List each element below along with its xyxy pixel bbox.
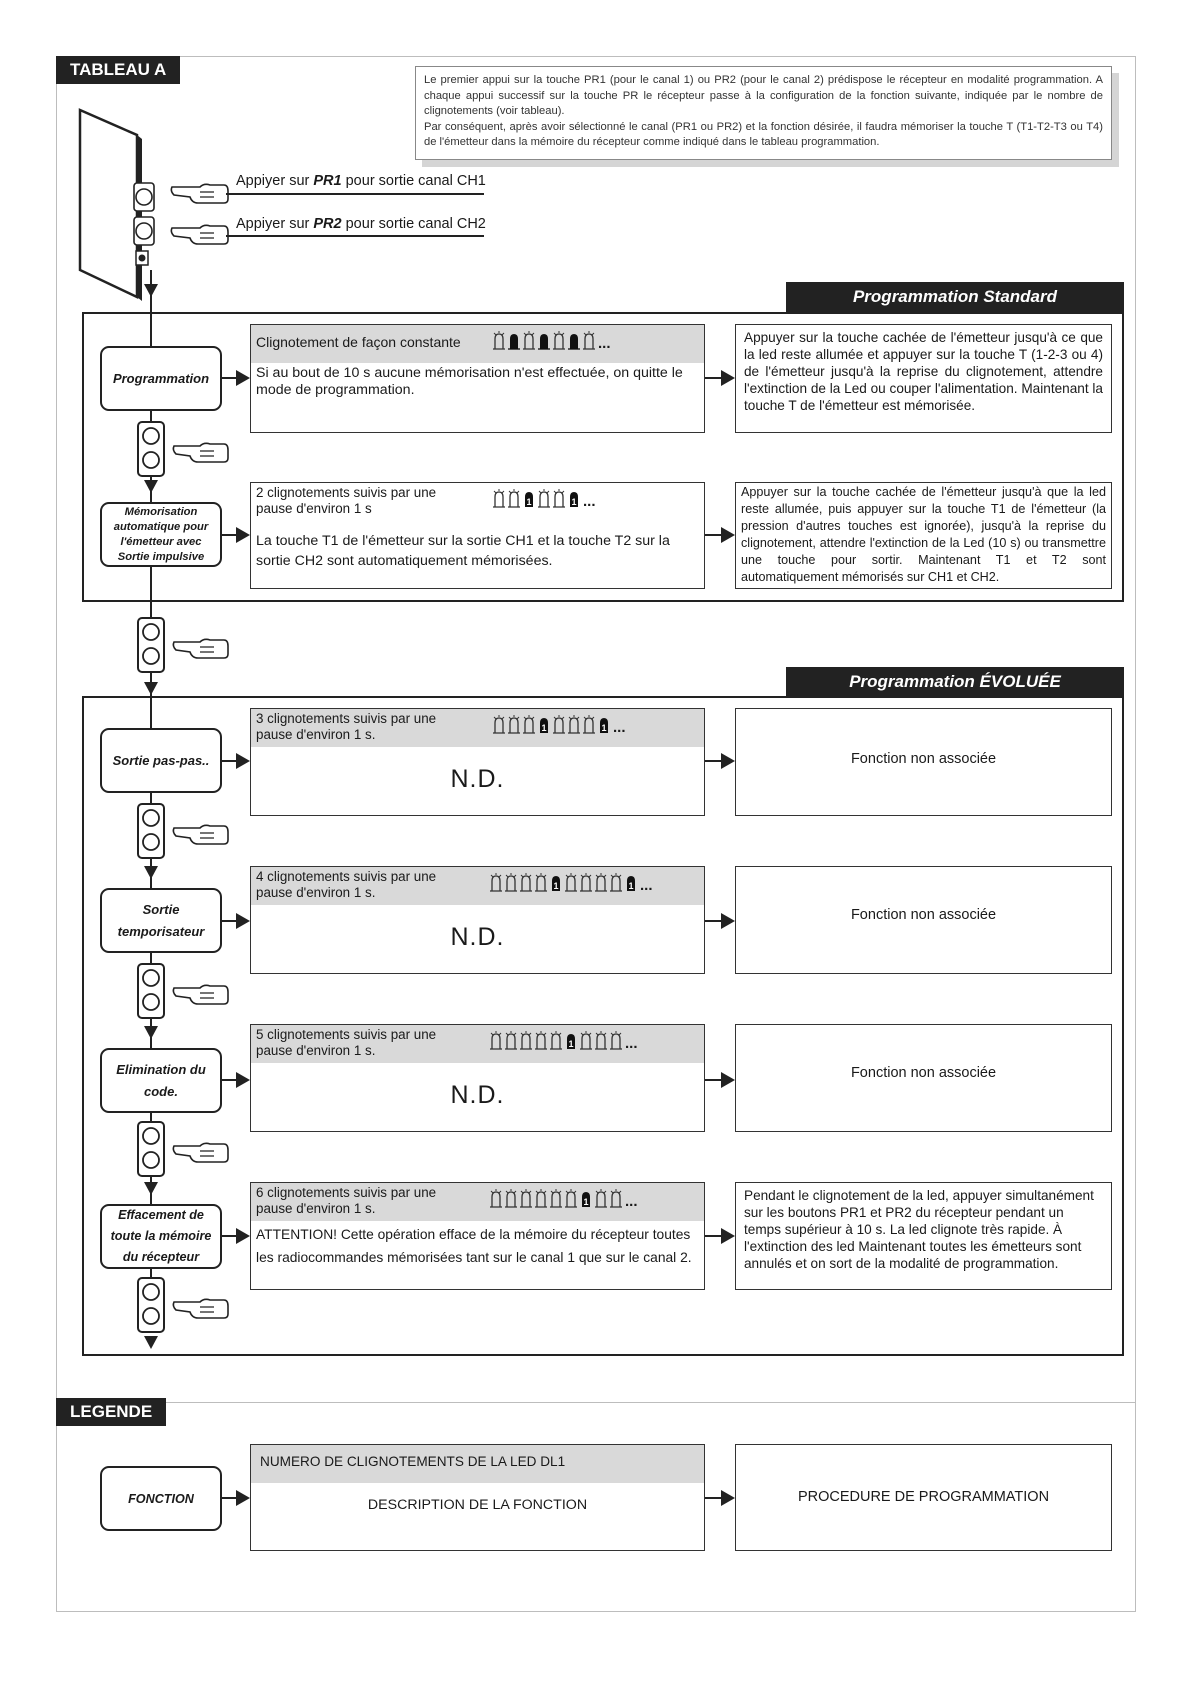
press-pr2-suffix: pour sortie canal CH2 [341, 216, 486, 232]
press-button-icon [134, 420, 234, 478]
legend-blink-text: NUMERO DE CLIGNOTEMENTS DE LA LED DL1 [251, 1445, 704, 1483]
arrow-right-icon [721, 1072, 735, 1088]
description-effacement-memoire [250, 1182, 705, 1290]
led-ellipsis: ... [583, 493, 596, 510]
led-off-icon [489, 873, 503, 893]
press-button-icon [134, 962, 234, 1020]
led-off-icon [552, 331, 566, 351]
arrow-right-icon [236, 1072, 250, 1088]
blink-text-value: 6 clignotements suivis par une pause d'environ 1 s. [256, 1185, 437, 1216]
function-effacement-memoire: Effacement de toute la mémoire du récepteur [100, 1204, 222, 1269]
led-pause-icon [579, 1189, 593, 1209]
led-off-icon [522, 715, 536, 735]
press-pr1-suffix: pour sortie canal CH1 [341, 173, 486, 189]
press-pr1-prefix: Appiyer sur [236, 173, 314, 189]
led-off-icon [522, 331, 536, 351]
led-on-icon [537, 331, 551, 351]
led-off-icon [594, 873, 608, 893]
press-button-icon [134, 1120, 234, 1178]
led-off-icon [507, 489, 521, 509]
press-pr2-key: PR2 [313, 216, 342, 232]
press-pr2-prefix: Appiyer sur [236, 216, 314, 232]
pr2-underline [226, 235, 484, 237]
led-sequence [489, 873, 653, 893]
led-sequence [492, 331, 611, 351]
led-off-icon [507, 715, 521, 735]
intro-paragraph-1: Le premier appui sur la touche PR1 (pour le canal 1) ou PR2 (pour le canal 2) prédispose le récepteur en modalité programmation. A chaque appui successif sur la touche PR le récepteur passe à la configuration de la fonction suivante, indiquée par le nombre de clignotements (voir tableau). [424, 74, 1103, 117]
blink-text: Clignotement de façon constante [251, 325, 704, 363]
description-programmation [250, 324, 705, 433]
blink-text-value: 3 clignotements suivis par une pause d'environ 1 s. [256, 711, 437, 742]
description-nd: N.D. [450, 1081, 505, 1109]
arrow-down-icon [144, 1026, 158, 1039]
description-memorisation-auto [250, 482, 705, 589]
description-text: La touche T1 de l'émetteur sur la sortie CH1 et la touche T2 sur la sortie CH2 sont automatiquement mémorisées. [256, 533, 670, 569]
legend-divider [56, 1402, 1136, 1403]
description-text: Si au bout de 10 s aucune mémorisation n'est effectuée, on quitte le mode de programmation. [256, 365, 683, 398]
procedure-effacement-memoire: Pendant le clignotement de la led, appuyer simultanément sur les boutons PR1 et PR2 du récepteur pendant un temps supérieur à 10 s. La led clignote très rapide. À l'extinction des led Maintenant toutes les émetteurs sont annulés et on sort de la modalité de programmation. [735, 1182, 1112, 1290]
connector [705, 920, 721, 922]
led-pause-icon [549, 873, 563, 893]
description-nd: N.D. [450, 765, 505, 793]
led-off-icon [609, 1189, 623, 1209]
description-nd: N.D. [450, 923, 505, 951]
led-sequence [489, 1189, 638, 1209]
connector [705, 1079, 721, 1081]
intro-paragraph-2: Par conséquent, après avoir sélectionné le canal (PR1 ou PR2) et la fonction désirée, il faudra mémoriser la touche T (T1-T2-T3 ou T4) de l'émetteur dans la mémoire du récepteur comme indiqué dans le tableau programmation. [424, 120, 1103, 148]
connector [222, 920, 236, 922]
arrow-right-icon [236, 527, 250, 543]
led-off-icon [552, 489, 566, 509]
function-sortie-temporisateur: Sortie temporisateur [100, 888, 222, 953]
press-pr1-label [236, 173, 486, 189]
connector [705, 534, 721, 536]
led-ellipsis: ... [625, 1035, 638, 1052]
press-pr2-label [236, 216, 486, 232]
led-pause-label: 1 [553, 881, 559, 891]
arrow-right-icon [236, 1490, 250, 1506]
arrow-down-icon [144, 866, 158, 879]
led-off-icon [609, 873, 623, 893]
arrow-down-icon [144, 1182, 158, 1195]
procedure-elimination-code: Fonction non associée [735, 1024, 1112, 1132]
connector [705, 1497, 721, 1499]
section-standard-title: Programmation Standard [786, 282, 1124, 312]
description-sortie-temporisateur [250, 866, 705, 974]
function-memorisation-auto: Mémorisation automatique pour l'émetteur avec Sortie impulsive [100, 502, 222, 567]
led-off-icon [579, 1031, 593, 1051]
legend-description-text: DESCRIPTION DE LA FONCTION [367, 1497, 588, 1513]
legend-function: FONCTION [100, 1466, 222, 1531]
legend-description [250, 1444, 705, 1551]
arrow-right-icon [721, 527, 735, 543]
led-pause-icon [522, 489, 536, 509]
led-pause-label: 1 [571, 497, 577, 507]
arrow-right-icon [721, 913, 735, 929]
tableau-tag: TABLEAU A [56, 56, 180, 84]
led-off-icon [519, 873, 533, 893]
led-off-icon [579, 873, 593, 893]
connector [705, 760, 721, 762]
led-off-icon [609, 1031, 623, 1051]
led-sequence [489, 1031, 638, 1051]
led-off-icon [564, 873, 578, 893]
led-pause-icon [597, 715, 611, 735]
led-off-icon [594, 1031, 608, 1051]
function-programmation: Programmation [100, 346, 222, 411]
led-off-icon [534, 873, 548, 893]
arrow-right-icon [236, 1228, 250, 1244]
led-off-icon [594, 1189, 608, 1209]
led-off-icon [534, 1031, 548, 1051]
connector [705, 1235, 721, 1237]
led-ellipsis: ... [640, 877, 653, 894]
press-pr1-key: PR1 [313, 173, 342, 189]
pr1-underline [226, 193, 484, 195]
led-on-icon [567, 331, 581, 351]
led-off-icon [504, 1031, 518, 1051]
led-pause-icon [624, 873, 638, 893]
arrow-right-icon [721, 370, 735, 386]
hand-pr2-icon [170, 218, 230, 246]
led-off-icon [534, 1189, 548, 1209]
led-off-icon [504, 873, 518, 893]
led-off-icon [549, 1031, 563, 1051]
led-off-icon [492, 489, 506, 509]
arrow-right-icon [236, 753, 250, 769]
led-off-icon [564, 1189, 578, 1209]
led-off-icon [492, 331, 506, 351]
led-ellipsis: ... [625, 1193, 638, 1210]
press-button-icon [134, 802, 234, 860]
function-sortie-pas-pas: Sortie pas-pas.. [100, 728, 222, 793]
procedure-sortie-temporisateur: Fonction non associée [735, 866, 1112, 974]
led-off-icon [519, 1189, 533, 1209]
section-evoluee-title: Programmation ÉVOLUÉE [786, 667, 1124, 697]
arrow-right-icon [721, 753, 735, 769]
led-off-icon [549, 1189, 563, 1209]
blink-text-value: 4 clignotements suivis par une pause d'environ 1 s. [256, 869, 437, 900]
led-sequence [492, 489, 596, 509]
connector [222, 1235, 236, 1237]
led-off-icon [552, 715, 566, 735]
arrow-right-icon [236, 913, 250, 929]
legend-procedure: PROCEDURE DE PROGRAMMATION [735, 1444, 1112, 1551]
intro-box [415, 66, 1112, 160]
arrow-right-icon [721, 1490, 735, 1506]
arrow-down-icon [144, 284, 158, 297]
description-text: ATTENTION! Cette opération efface de la mémoire du récepteur toutes les radiocommandes mémorisées tant sur le canal 1 que sur le canal 2. [256, 1227, 692, 1265]
press-button-icon [134, 616, 234, 674]
led-pause-label: 1 [601, 723, 607, 733]
arrow-down-icon [144, 1336, 158, 1349]
blink-text: 2 clignotements suivis par une pause d'environ 1 s [256, 485, 437, 516]
led-pause-icon [537, 715, 551, 735]
arrow-down-icon [144, 480, 158, 493]
connector [222, 534, 236, 536]
led-pause-label: 1 [526, 497, 532, 507]
led-pause-label: 1 [583, 1197, 589, 1207]
function-elimination-code: Elimination du code. [100, 1048, 222, 1113]
led-pause-label: 1 [568, 1039, 574, 1049]
led-off-icon [519, 1031, 533, 1051]
led-off-icon [489, 1031, 503, 1051]
procedure-sortie-pas-pas: Fonction non associée [735, 708, 1112, 816]
led-off-icon [582, 715, 596, 735]
led-off-icon [567, 715, 581, 735]
led-pause-label: 1 [541, 723, 547, 733]
led-off-icon [489, 1189, 503, 1209]
press-button-icon [134, 1276, 234, 1334]
blink-text [251, 709, 704, 747]
led-pause-icon [564, 1031, 578, 1051]
led-on-icon [507, 331, 521, 351]
led-pause-icon [567, 489, 581, 509]
hand-pr1-icon [170, 177, 230, 205]
led-pause-label: 1 [628, 881, 634, 891]
procedure-memorisation-auto: Appuyer sur la touche cachée de l'émetteur jusqu'à que la led reste allumée, puis appuyer sur la touche T1 de l'émetteur (la pression d'autres touches est ignorée), jusqu'à la reprise du clignotement, attendre l'extinction de la Led (10 s) ou transmettre une touche pour sortir. Maintenant T1 et T2 sont automatiquement mémorisés sur CH1 et CH2. [735, 482, 1112, 589]
led-ellipsis: ... [598, 335, 611, 352]
led-off-icon [504, 1189, 518, 1209]
connector [222, 760, 236, 762]
arrow-right-icon [721, 1228, 735, 1244]
led-ellipsis: ... [613, 719, 626, 736]
led-off-icon [582, 331, 596, 351]
connector [705, 377, 721, 379]
procedure-programmation: Appuyer sur la touche cachée de l'émetteur jusqu'à ce que la led reste allumée et appuyer sur la touche T (1-2-3 ou 4) de l'émetteur jusqu'à la reprise du clignotement, attendre l'extinction de la Led ou couper l'alimentation. Maintenant la touche T de l'émetteur est mémorisée. [735, 324, 1112, 433]
led-off-icon [492, 715, 506, 735]
led-off-icon [537, 489, 551, 509]
legend-tag: LEGENDE [56, 1398, 166, 1426]
connector [222, 377, 236, 379]
description-elimination-code [250, 1024, 705, 1132]
connector [222, 1497, 236, 1499]
receiver-board-icon [72, 105, 162, 305]
arrow-right-icon [236, 370, 250, 386]
arrow-down-icon [144, 682, 158, 695]
connector [222, 1079, 236, 1081]
blink-text-value: 5 clignotements suivis par une pause d'environ 1 s. [256, 1027, 437, 1058]
description-sortie-pas-pas [250, 708, 705, 816]
led-sequence [492, 715, 626, 735]
